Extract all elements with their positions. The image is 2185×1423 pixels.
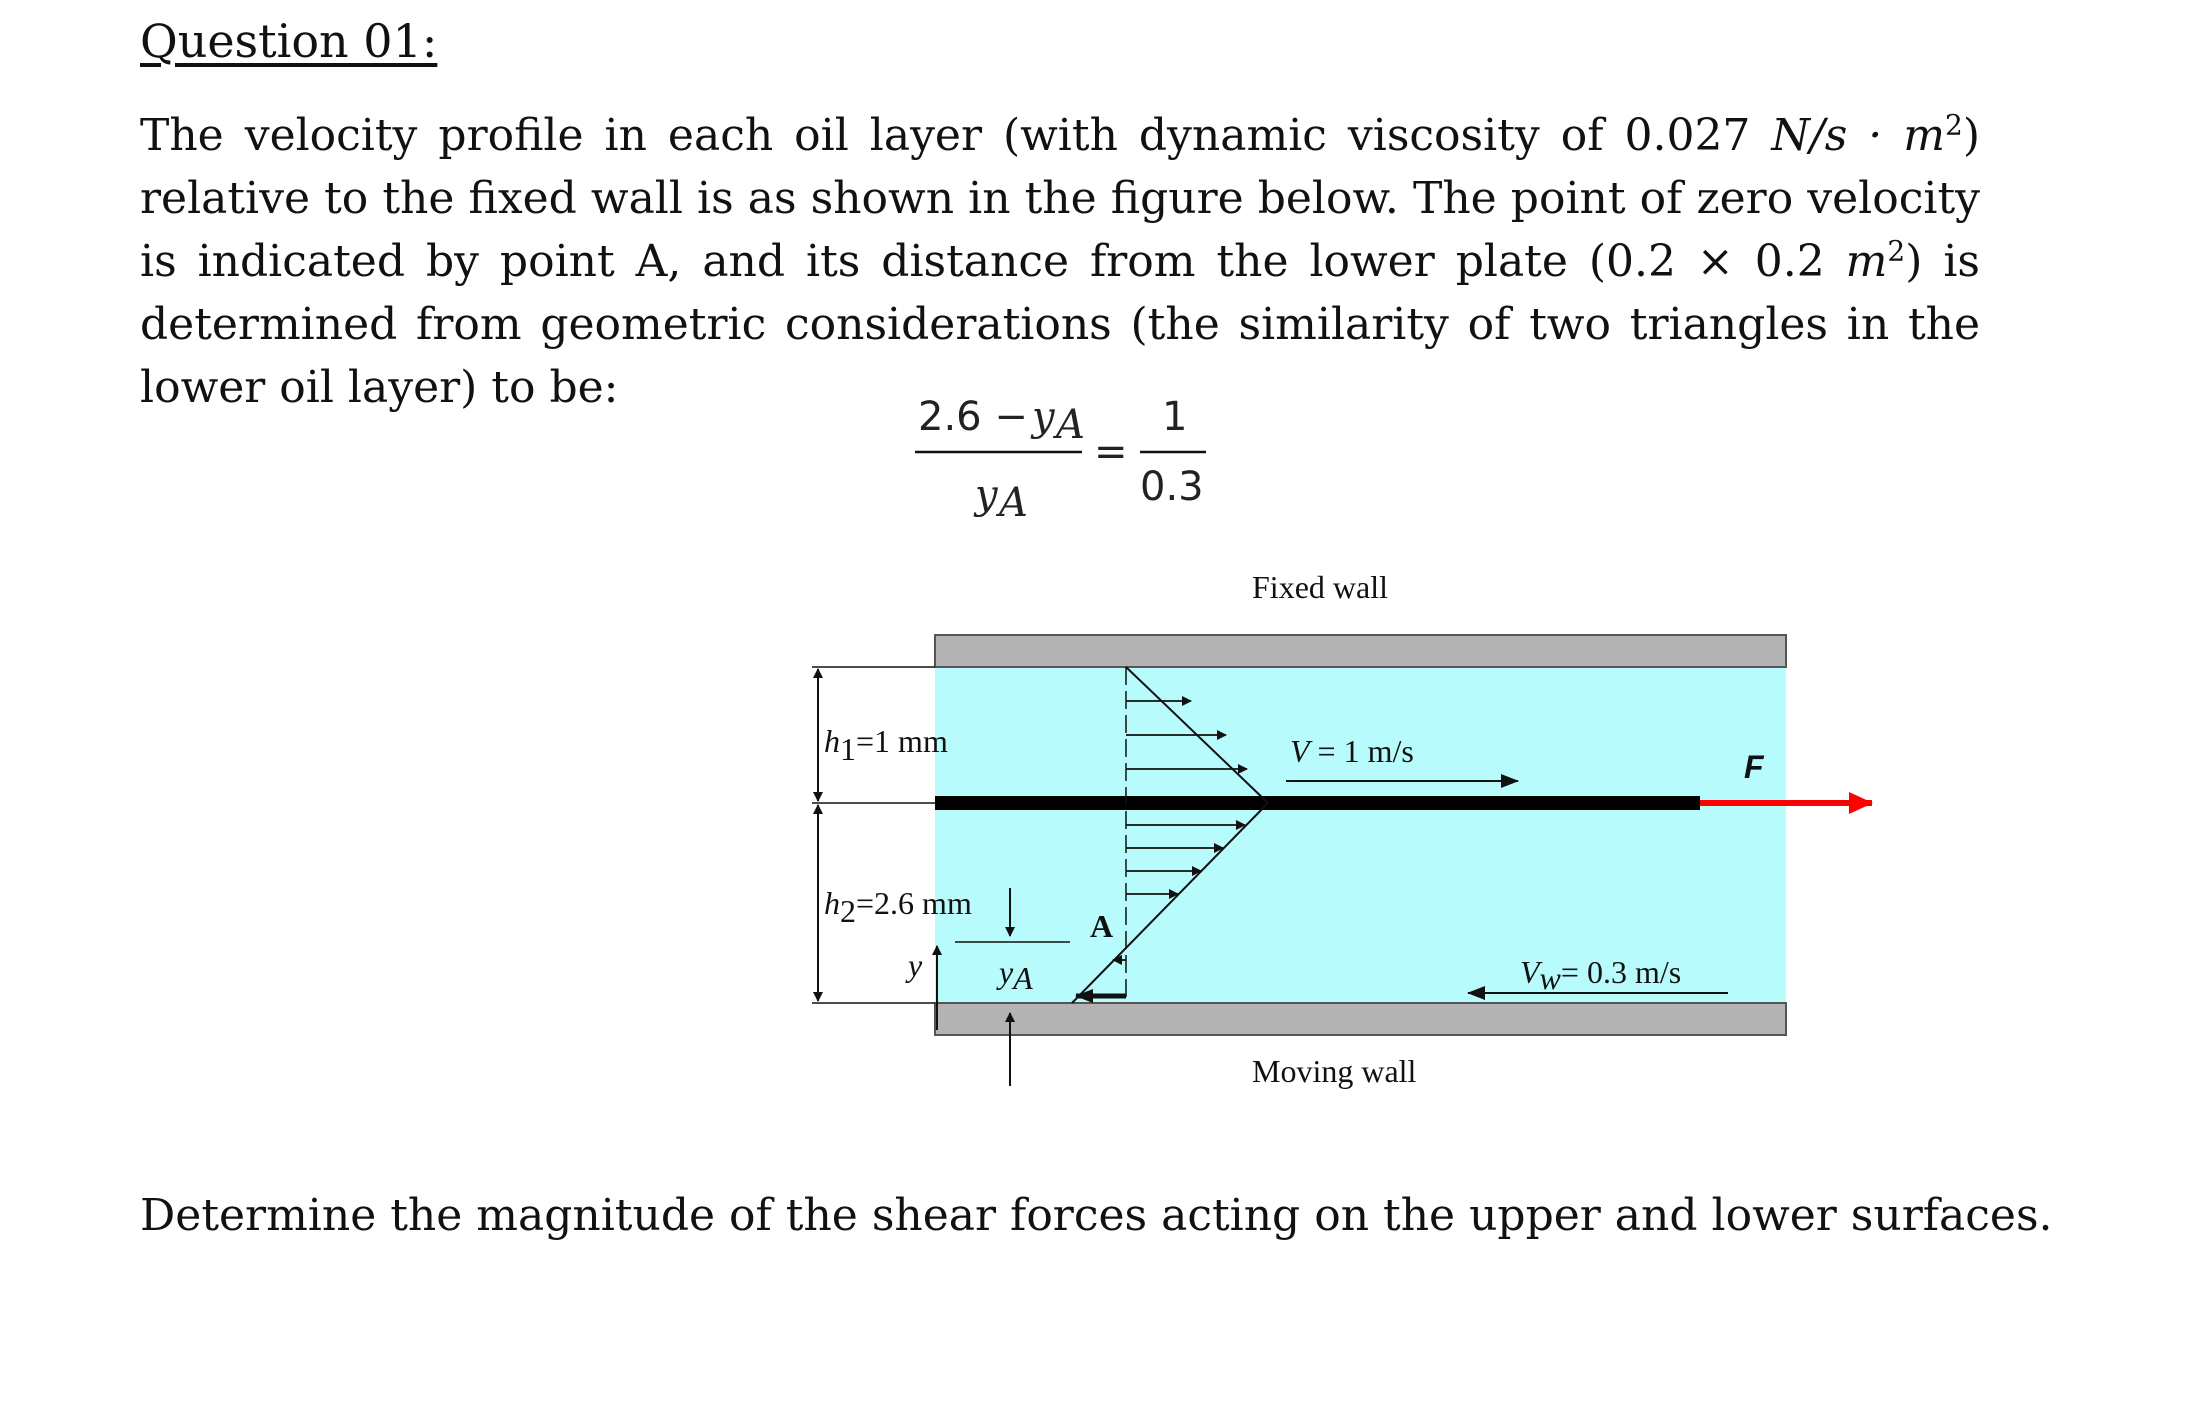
eq-right-numerator: 1 — [1162, 394, 1188, 440]
eq-left-numerator-value: 2.6 − — [918, 394, 1028, 440]
question-prompt: Determine the magnitude of the shear forces acting on the upper and lower surfaces. — [140, 1190, 2053, 1241]
wall-velocity-label: Vw= 0.3 m/s — [1520, 954, 1682, 996]
para-text-3: ) is determined from geometric considerations (the similarity of two triangles in the lower oil layer) to be: — [140, 236, 1980, 413]
moving-wall — [935, 1003, 1786, 1035]
y-axis-label: y — [908, 947, 923, 983]
h1-label: h1=1 mm — [824, 723, 948, 767]
eq-left-denominator-var: y — [975, 472, 998, 518]
viscosity-unit-exponent: 2 — [1945, 108, 1963, 142]
moving-wall-label: Moving wall — [1252, 1053, 1417, 1089]
viscosity-unit: N/s · m — [1771, 110, 1945, 161]
ya-label: yA — [999, 954, 1033, 996]
eq-left-numerator-sub: A — [1056, 402, 1085, 448]
point-a-label: A — [1090, 908, 1114, 944]
h2-label: h2=2.6 mm — [824, 885, 972, 929]
eq-right-denominator: 0.3 — [1140, 464, 1204, 510]
eq-left-denominator-sub: A — [999, 480, 1028, 526]
area-unit-exponent: 2 — [1887, 234, 1906, 268]
velocity-label: V = 1 m/s — [1290, 733, 1414, 769]
para-text-2: ) relative to the fixed wall is as shown in the figure below. The point of zero velocity is indicated by point A, and its distance from the lower plate (0.2 × 0.2 — [140, 110, 1980, 287]
middle-plate — [935, 796, 1700, 810]
eq-left-numerator-var: y — [1032, 394, 1055, 440]
fixed-wall — [935, 635, 1786, 667]
oil-layers — [935, 667, 1786, 1003]
fixed-wall-label: Fixed wall — [1252, 569, 1388, 605]
eq-equals-sign: = — [1094, 429, 1128, 475]
question-heading: Question 01: — [140, 14, 438, 68]
equation — [915, 394, 1206, 526]
para-text-1: The velocity profile in each oil layer (with dynamic viscosity of 0.027 — [140, 110, 1772, 161]
area-unit: m — [1845, 236, 1888, 287]
force-label: F — [1744, 749, 1764, 785]
